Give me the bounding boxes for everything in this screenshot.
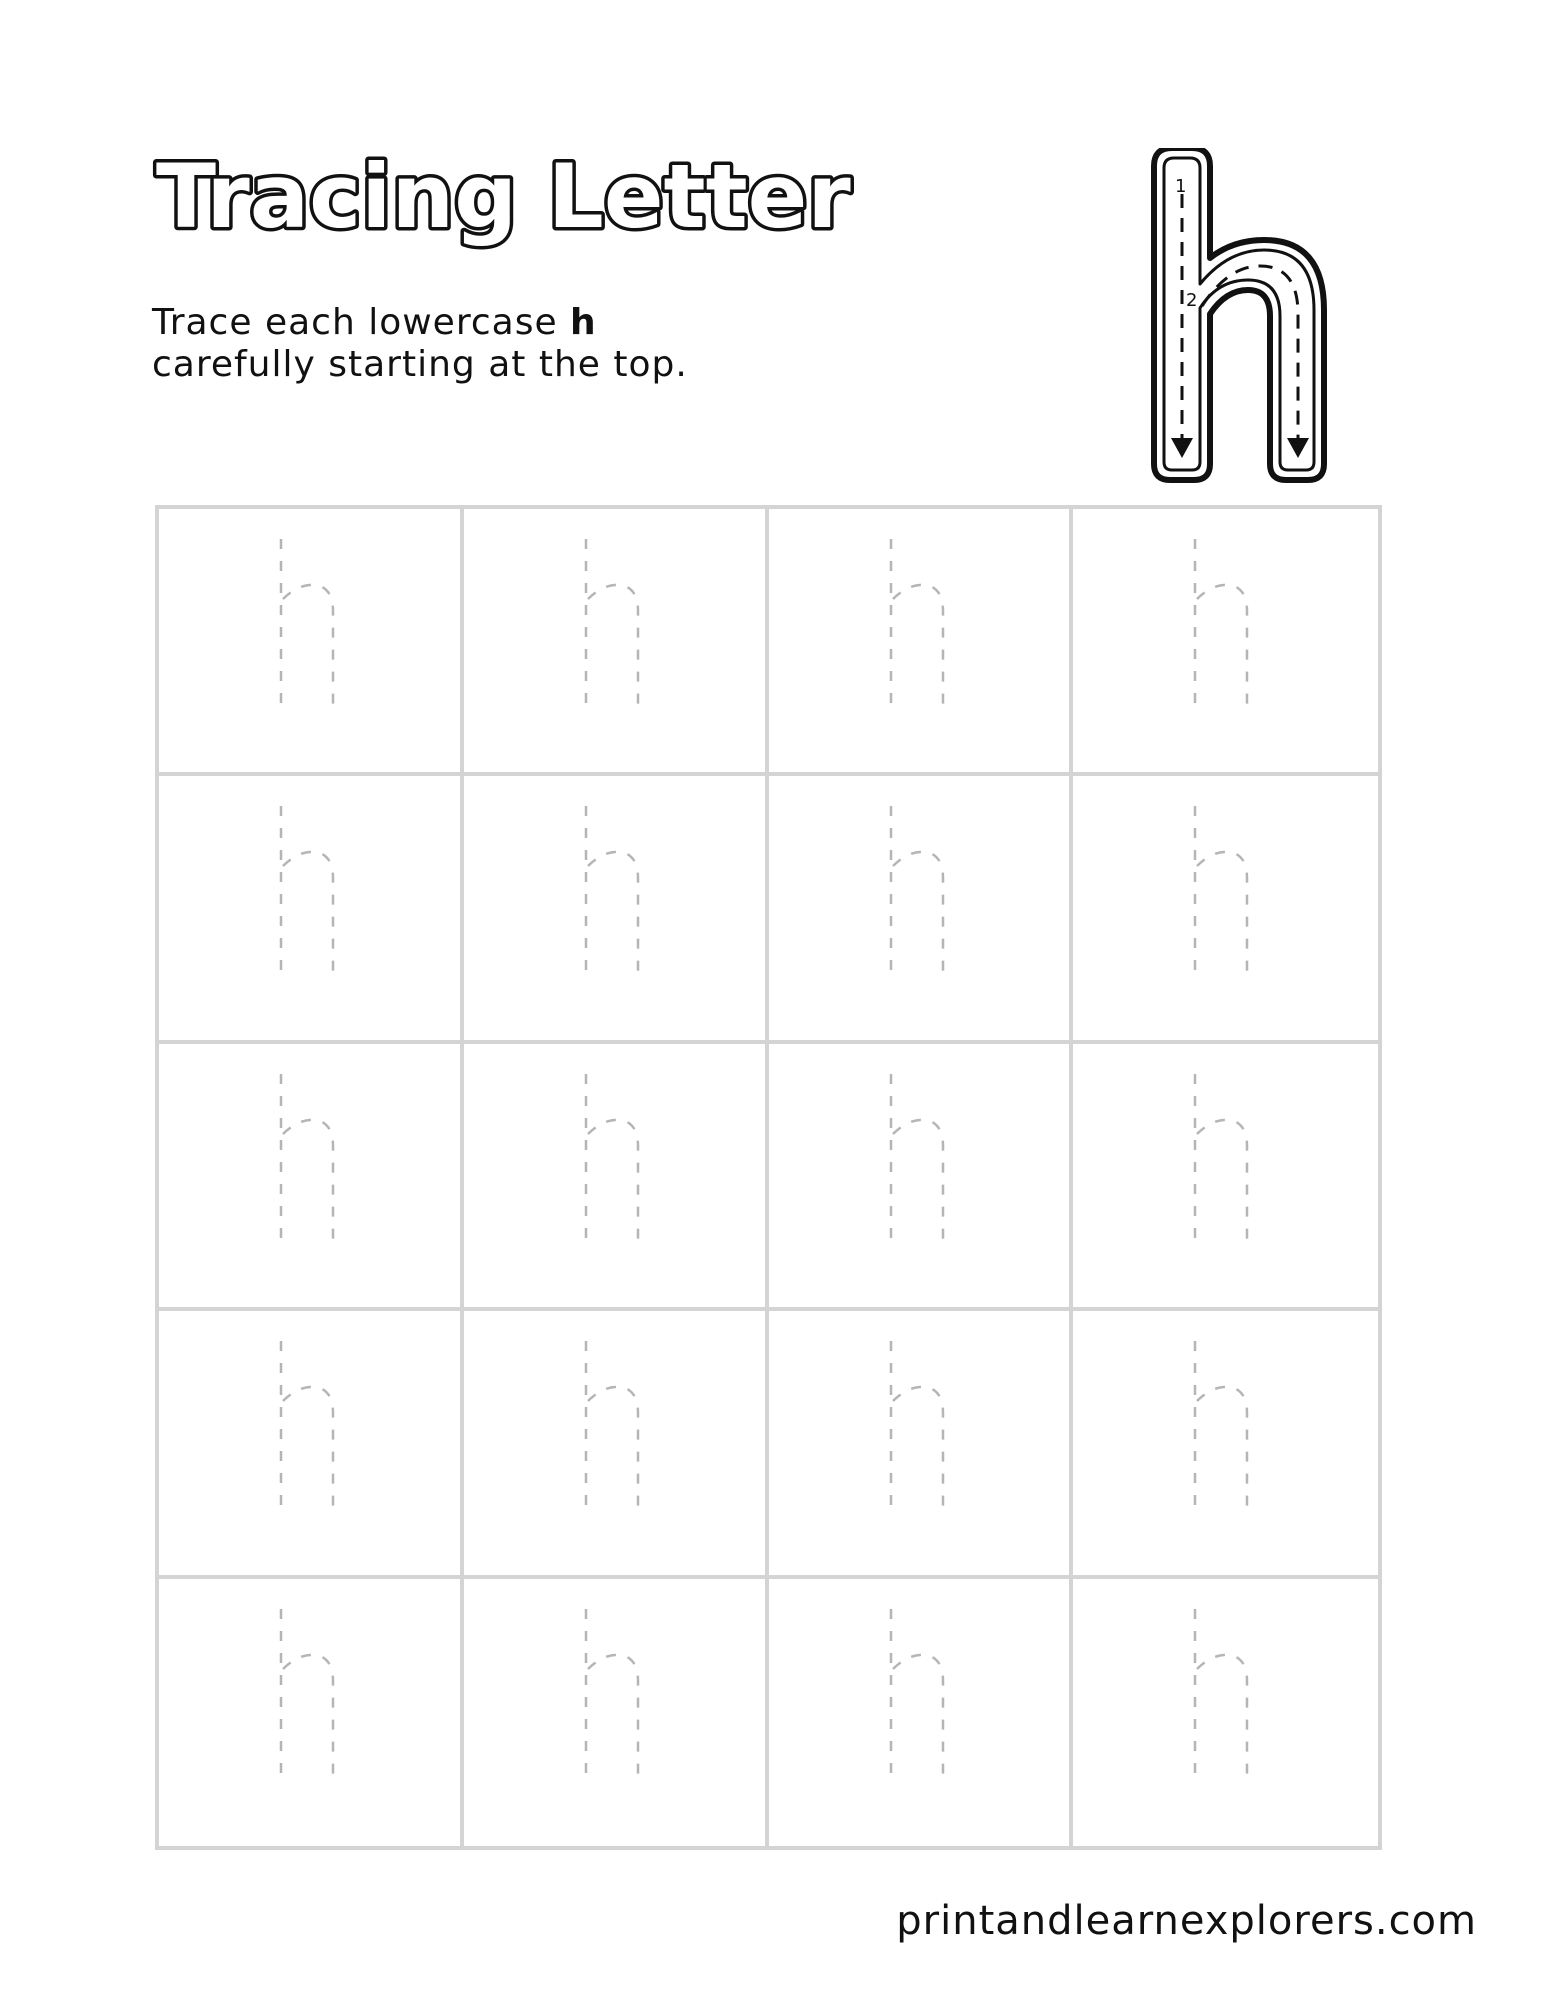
tracing-cell[interactable] <box>464 509 769 776</box>
dotted-hump <box>1197 585 1247 705</box>
instructions-line-2: carefully starting at the top. <box>152 344 688 385</box>
tracing-cell[interactable] <box>1073 776 1378 1043</box>
tracing-cell[interactable] <box>464 1579 769 1846</box>
tracing-cell[interactable] <box>159 1311 464 1578</box>
dotted-hump <box>893 585 943 705</box>
dotted-hump <box>588 1120 638 1240</box>
dotted-letter-h <box>259 1605 349 1785</box>
worksheet-title <box>152 135 972 255</box>
tracing-cell[interactable] <box>159 1579 464 1846</box>
tracing-cell[interactable] <box>769 1579 1074 1846</box>
tracing-grid <box>155 505 1382 1850</box>
instructions-letter: h <box>570 302 597 343</box>
instructions <box>152 302 688 386</box>
dotted-letter-h <box>1173 1337 1263 1517</box>
dotted-letter-h <box>869 1337 959 1517</box>
guide-letter-outline <box>1154 148 1324 480</box>
dotted-letter-h <box>259 802 349 982</box>
instructions-line-1 <box>152 302 688 344</box>
dotted-letter-h <box>1173 535 1263 715</box>
tracing-cell[interactable] <box>1073 509 1378 776</box>
tracing-cell[interactable] <box>159 509 464 776</box>
dotted-hump <box>1197 1387 1247 1507</box>
tracing-cell[interactable] <box>464 1044 769 1311</box>
guide-stroke-2-label: 2 <box>1186 290 1198 311</box>
guide-stroke-1-label: 1 <box>1175 176 1187 197</box>
title-text: Tracing Letter <box>156 145 851 248</box>
tracing-cell[interactable] <box>769 776 1074 1043</box>
dotted-letter-h <box>1173 1605 1263 1785</box>
dotted-hump <box>588 1654 638 1774</box>
tracing-cell[interactable] <box>1073 1579 1378 1846</box>
dotted-hump <box>893 852 943 972</box>
tracing-cell[interactable] <box>769 509 1074 776</box>
dotted-letter-h <box>259 1337 349 1517</box>
dotted-hump <box>893 1387 943 1507</box>
instructions-text: Trace each lowercase <box>152 302 571 343</box>
dotted-letter-h <box>564 1070 654 1250</box>
dotted-letter-h <box>869 1070 959 1250</box>
dotted-letter-h <box>564 1605 654 1785</box>
dotted-hump <box>1197 1654 1247 1774</box>
dotted-letter-h <box>564 1337 654 1517</box>
dotted-hump <box>893 1120 943 1240</box>
dotted-hump <box>1197 852 1247 972</box>
tracing-cell[interactable] <box>464 1311 769 1578</box>
dotted-letter-h <box>259 535 349 715</box>
dotted-letter-h <box>1173 1070 1263 1250</box>
tracing-cell[interactable] <box>464 776 769 1043</box>
dotted-hump <box>283 585 333 705</box>
tracing-cell[interactable] <box>159 1044 464 1311</box>
dotted-hump <box>588 852 638 972</box>
dotted-hump <box>588 1387 638 1507</box>
dotted-hump <box>283 1654 333 1774</box>
tracing-cell[interactable] <box>1073 1311 1378 1578</box>
dotted-letter-h <box>869 1605 959 1785</box>
tracing-cell[interactable] <box>1073 1044 1378 1311</box>
tracing-cell[interactable] <box>159 776 464 1043</box>
website-url: printandlearnexplorers.com <box>896 1898 1477 1944</box>
dotted-hump <box>283 1120 333 1240</box>
letter-stroke-guide <box>1148 148 1378 488</box>
dotted-letter-h <box>564 535 654 715</box>
tracing-cell[interactable] <box>769 1044 1074 1311</box>
dotted-letter-h <box>869 535 959 715</box>
tracing-cell[interactable] <box>769 1311 1074 1578</box>
dotted-hump <box>893 1654 943 1774</box>
dotted-letter-h <box>1173 802 1263 982</box>
dotted-hump <box>283 852 333 972</box>
dotted-hump <box>283 1387 333 1507</box>
dotted-hump <box>1197 1120 1247 1240</box>
dotted-letter-h <box>869 802 959 982</box>
dotted-hump <box>588 585 638 705</box>
dotted-letter-h <box>564 802 654 982</box>
dotted-letter-h <box>259 1070 349 1250</box>
